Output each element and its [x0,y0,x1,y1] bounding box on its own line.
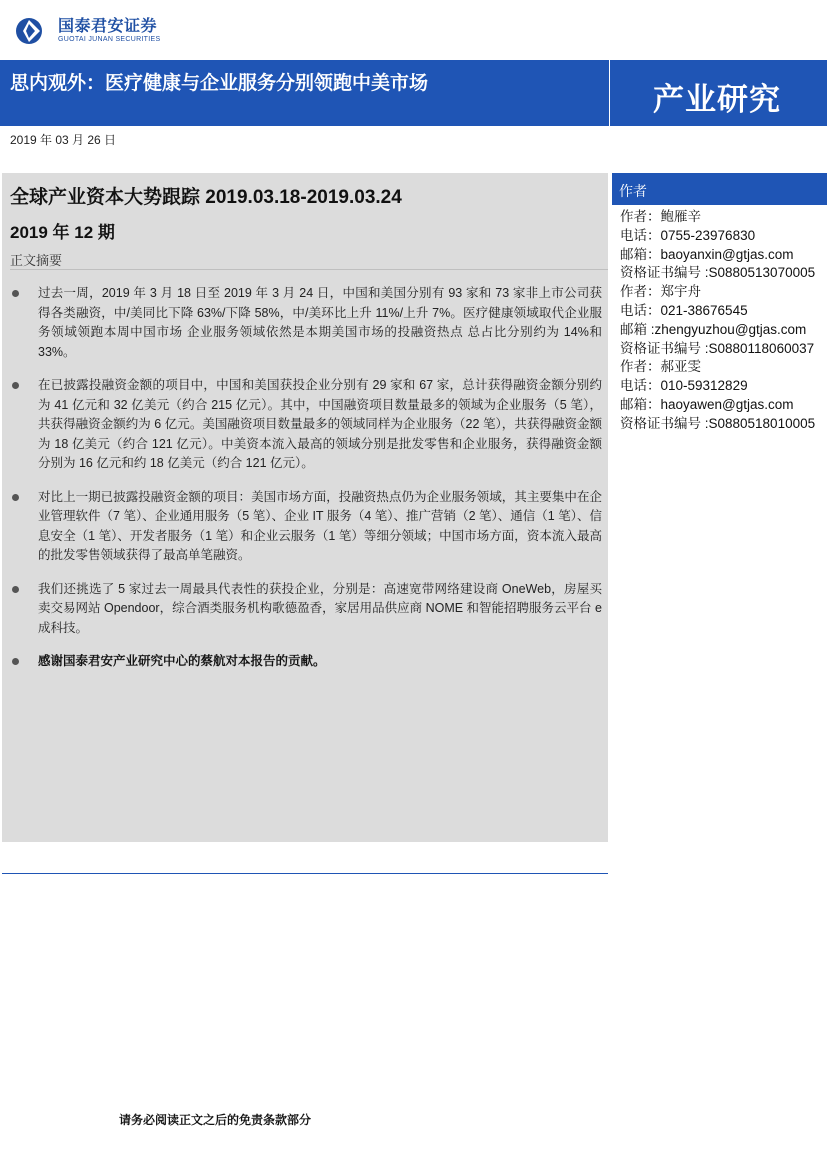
bullet-text: 感谢国泰君安产业研究中心的蔡航对本报告的贡献。 [38,654,326,668]
author-name: 作者：郑宇舟 [620,284,701,300]
section-label: 正文摘要 [10,253,63,268]
summary-panel [2,173,608,842]
summary-bullet [2,284,608,362]
bullet-dot-icon [12,586,19,593]
category-box [610,60,827,126]
bullet-text: 过去一周，2019 年 3 月 18 日至 2019 年 3 月 24 日，中国和美国分别有 93 家和 73 家非上市公司获得各类融资，中/美同比下降 63%/下降 58%，中/美环比上升 11%/上升 7%。医疗健康领域取代企业服务领域领跑本周中国市场 企业服务领域依然是本期美国市场的投融资热点 总占比分别约为 14%和 33%。 [38,286,602,359]
brand-logo-icon [14,16,50,46]
author-phone: 电话：010-59312829 [620,378,748,394]
author-contact-list [612,205,827,434]
bullet-dot-icon [12,382,19,389]
bullet-dot-icon [12,658,19,665]
category-label: 产业研究 [653,82,781,117]
title-banner [0,60,609,126]
author-name: 作者：郝亚雯 [620,359,701,375]
bullet-dot-icon [12,290,19,297]
brand-name-cn: 国泰君安证券 [58,18,158,35]
company-logo [14,16,160,46]
author-certificate: 资格证书编号 :S0880513070005 [620,265,816,281]
author-phone: 电话：0755-23976830 [620,227,756,243]
acknowledgement-bullet [2,652,608,672]
summary-bullet [2,580,608,639]
summary-bullets [2,284,608,686]
author-email: 邮箱：baoyanxin@gtjas.com [620,246,794,262]
section-divider [10,269,608,270]
report-date: 2019 年 03 月 26 日 [10,133,117,147]
author-certificate: 资格证书编号 :S0880118060037 [620,340,815,356]
author-name: 作者：鲍雁辛 [620,209,701,224]
bullet-text: 对比上一期已披露投融资金额的项目：美国市场方面，投融资热点仍为企业服务领域，其主要集中在企业管理软件（7 笔）、企业通用服务（5 笔）、企业 IT 服务（4 笔）、推广营销（2 笔）、通信（1 笔）、信息安全（1 笔）、开发者服务（1 笔）和企业云服务（1 笔）等细分领域；中国市场方面，资本流入最高的批发零售领域获得了最高单笔融资。 [38,489,602,562]
bullet-text: 我们还挑选了 5 家过去一周最具代表性的获投企业，分别是：高速宽带网络建设商 OneWeb，房屋买卖交易网站 Opendoor，综合酒类服务机构歌德盈香，家居用品供应商 NOME 和智能招聘服务云平台 e 成科技。 [38,581,602,635]
author-email: 邮箱 :zhengyuzhou@gtjas.com [620,321,807,337]
author-panel [612,173,827,434]
report-issue: 2019 年 12 期 [10,223,115,242]
report-title: 全球产业资本大势跟踪 2019.03.18-2019.03.24 [10,187,402,208]
author-certificate: 资格证书编号 :S0880518010005 [620,415,816,431]
bullet-text: 在已披露投融资金额的项目中，中国和美国获投企业分别有 29 家和 67 家，总计获得融资金额分别约为 41 亿元和 32 亿美元（约合 215 亿元）。其中，中国融资项目数量最多的领域为企业服务（5 笔），共获得融资金额约为 6 亿元。美国融资项目数量最多的领域同样为企业服务（22 笔），共获得融资金额为 18 亿美元（约合 121 亿元）。中美资本流入最高的领域分别是批发零售和企业服务，获得融资金额分别为 16 亿元和约 18 亿美元（约合 121 亿元）。 [38,378,602,470]
author-email: 邮箱：haoyawen@gtjas.com [620,396,794,412]
brand-name-en: GUOTAI JUNAN SECURITIES [58,36,161,43]
bottom-divider [2,873,608,874]
author-phone: 电话：021-38676545 [620,302,748,318]
summary-bullet [2,488,608,566]
banner-title: 思内观外：医疗健康与企业服务分别领跑中美市场 [10,73,429,94]
author-header [612,173,827,205]
author-header-label: 作者 [619,183,647,199]
bullet-dot-icon [12,494,19,501]
disclaimer-footer: 请务必阅读正文之后的免责条款部分 [119,1113,312,1127]
summary-bullet [2,376,608,474]
